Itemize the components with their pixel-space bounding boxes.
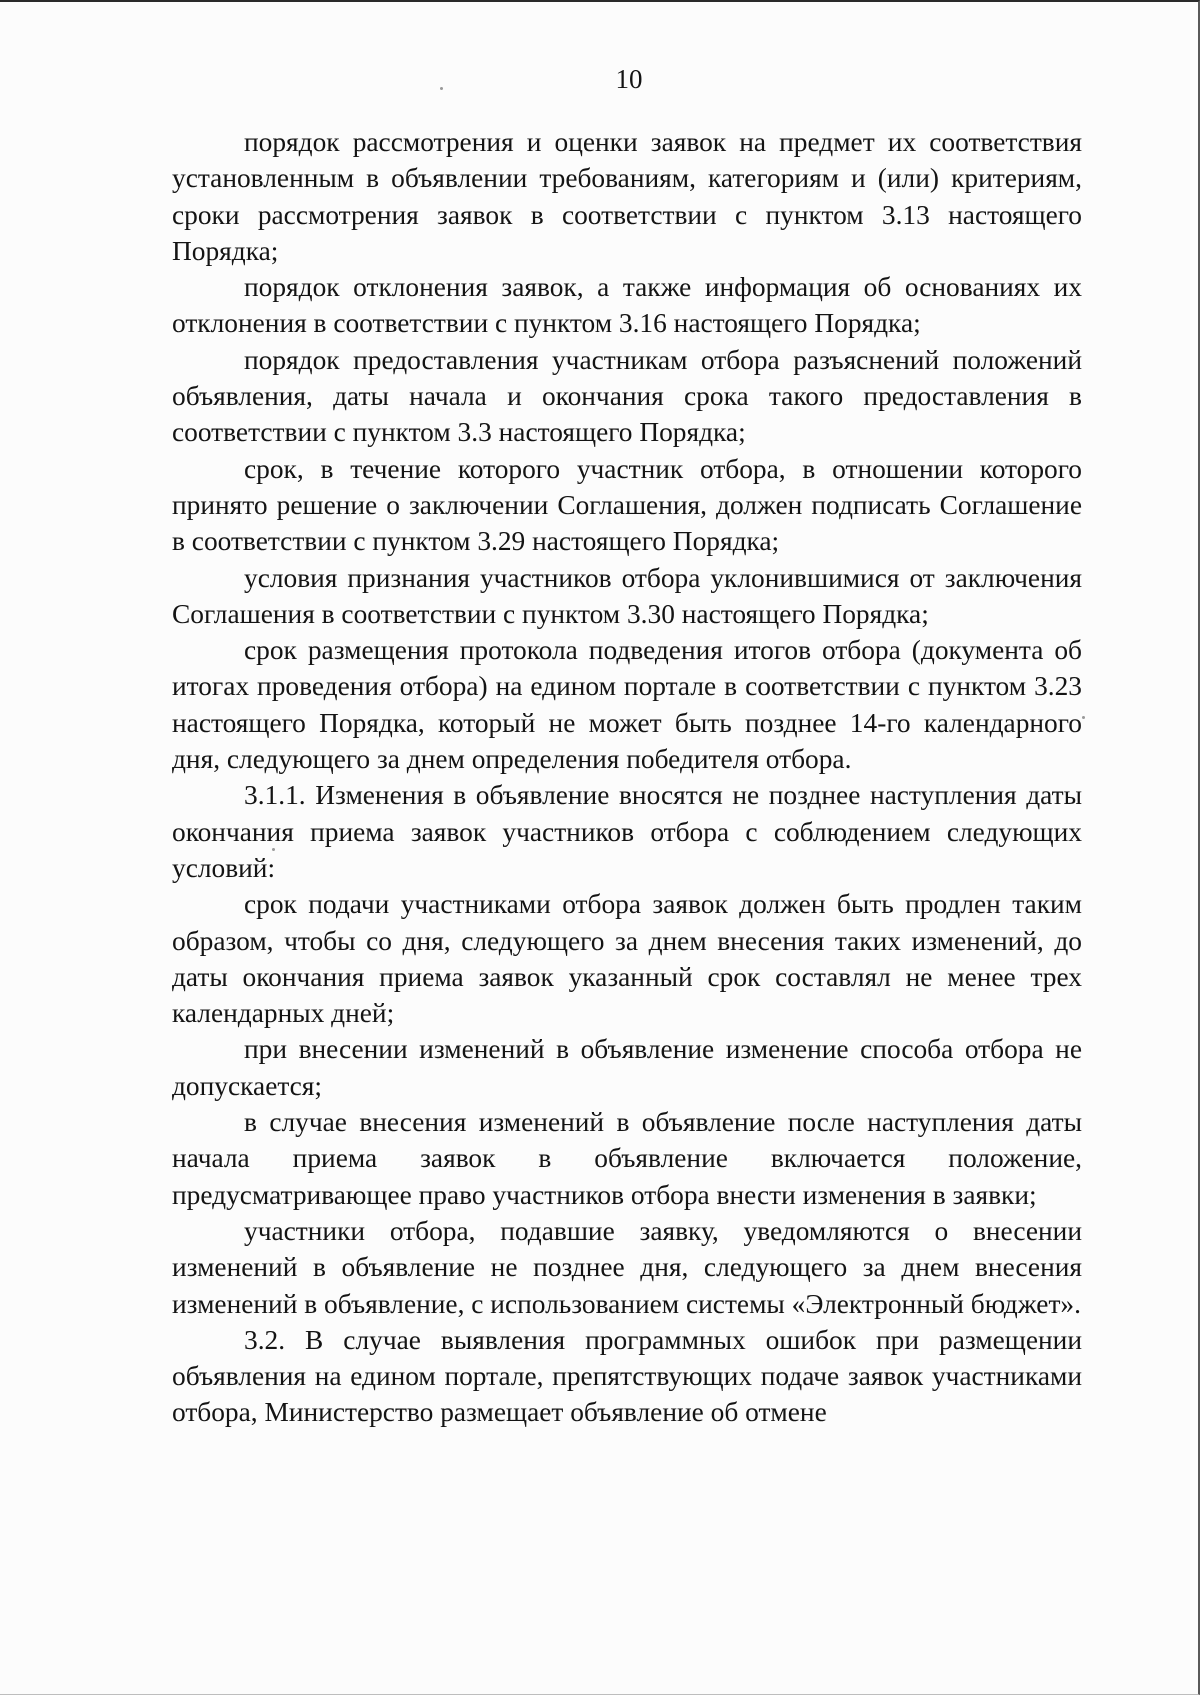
paragraph-signing-term: срок, в течение которого участник отбора, в отношении которого принято решение о заключении Соглашения, должен подписать Соглашение в соответствии с пунктом 3.29 настоящего Порядка; (172, 453, 1082, 557)
paragraph-review-procedure: порядок рассмотрения и оценки заявок на предмет их соответствия установленным в объявлении требованиям, категориям и (или) критериям, сроки рассмотрения заявок в соответствии с пунктом 3.13 настоящего Порядка; (172, 127, 1082, 266)
paragraph-method-change: при внесении изменений в объявление изменение способа отбора не допускается; (172, 1034, 1082, 1101)
paragraph-protocol-term: срок размещения протокола подведения итогов отбора (документа об итогах проведения отбора) на едином портале в соответствии с пунктом 3.23 настоящего Порядка, который не может быть позднее 14-го календарного дня, следующего за днем определения победителя отбора. (172, 635, 1082, 775)
scan-speck (440, 87, 443, 90)
paragraph-evasion-conditions: условия признания участников отбора уклонившимися от заключения Соглашения в соответствии с пунктом 3.30 настоящего Порядка; (172, 562, 1082, 629)
page-number: 10 (615, 64, 643, 94)
paragraph-3-1-1: 3.1.1. Изменения в объявление вносятся не позднее наступления даты окончания приема заявок участников отбора с соблюдением следующих условий: (172, 780, 1082, 883)
paragraph-submission-extension: срок подачи участниками отбора заявок должен быть продлен таким образом, чтобы со дня, следующего за днем внесения таких изменений, до даты окончания приема заявок указанный срок составлял не менее трех календарных дней; (172, 889, 1082, 1029)
paragraph-notification: участники отбора, подавшие заявку, уведомляются о внесении изменений в объявление не позднее дня, следующего за днем внесения изменений в объявление, с использованием системы «Электронный бюджет». (172, 1215, 1082, 1319)
scan-speck (1082, 716, 1085, 719)
paragraph-3-2: 3.2. В случае выявления программных ошибок при размещении объявления на едином портале, препятствующих подаче заявок участниками отбора, Министерство размещает объявление об отмене (172, 1324, 1082, 1428)
document-body (172, 124, 1082, 1431)
paragraph-rejection-procedure: порядок отклонения заявок, а также информация об основаниях их отклонения в соответствии с пунктом 3.16 настоящего Порядка; (172, 272, 1082, 339)
scan-speck (272, 848, 275, 851)
paragraph-clarifications: порядок предоставления участникам отбора разъяснений положений объявления, даты начала и окончания срока такого предоставления в соответствии с пунктом 3.3 настоящего Порядка; (172, 344, 1082, 448)
paragraph-amend-applications: в случае внесения изменений в объявление после наступления даты начала приема заявок в объявление включается положение, предусматривающее право участников отбора внести изменения в заявки; (172, 1107, 1082, 1210)
